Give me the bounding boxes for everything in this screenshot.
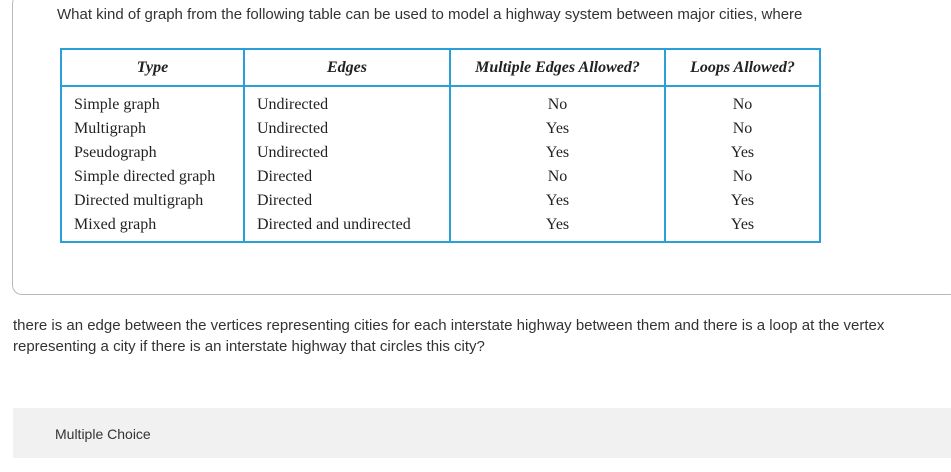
table-row	[61, 165, 820, 189]
cell-multiple-edges: Yes	[450, 189, 665, 213]
header-edges: Edges	[244, 49, 450, 86]
table-row	[61, 141, 820, 165]
cell-type: Simple directed graph	[61, 165, 244, 189]
cell-loops: No	[665, 86, 820, 117]
cell-type: Simple graph	[61, 86, 244, 117]
cell-edges: Directed and undirected	[244, 213, 450, 242]
cell-multiple-edges: No	[450, 86, 665, 117]
cell-edges: Directed	[244, 165, 450, 189]
cell-multiple-edges: No	[450, 165, 665, 189]
cell-multiple-edges: Yes	[450, 213, 665, 242]
table-row	[61, 117, 820, 141]
multiple-choice-label: Multiple Choice	[55, 426, 151, 442]
table-row	[61, 213, 820, 242]
cell-loops: No	[665, 165, 820, 189]
cell-multiple-edges: Yes	[450, 141, 665, 165]
table-row	[61, 189, 820, 213]
graph-types-table	[60, 48, 821, 243]
cell-edges: Undirected	[244, 117, 450, 141]
header-type: Type	[61, 49, 244, 86]
cell-loops: No	[665, 117, 820, 141]
question-lead-text: What kind of graph from the following table can be used to model a highway system between major cities, where	[57, 6, 803, 23]
cell-type: Pseudograph	[61, 141, 244, 165]
cell-edges: Undirected	[244, 86, 450, 117]
cell-loops: Yes	[665, 141, 820, 165]
cell-edges: Undirected	[244, 141, 450, 165]
cell-loops: Yes	[665, 213, 820, 242]
cell-type: Multigraph	[61, 117, 244, 141]
cell-loops: Yes	[665, 189, 820, 213]
cell-edges: Directed	[244, 189, 450, 213]
question-rest-text: there is an edge between the vertices representing cities for each interstate highway between them and there is a loop at the vertex representing a city if there is an interstate highway that circles this city?	[13, 317, 885, 355]
table-header-row	[61, 49, 820, 86]
cell-type: Mixed graph	[61, 213, 244, 242]
table-row	[61, 86, 820, 117]
multiple-choice-section	[13, 408, 951, 458]
cell-type: Directed multigraph	[61, 189, 244, 213]
cell-multiple-edges: Yes	[450, 117, 665, 141]
header-multiple-edges: Multiple Edges Allowed?	[450, 49, 665, 86]
header-loops: Loops Allowed?	[665, 49, 820, 86]
